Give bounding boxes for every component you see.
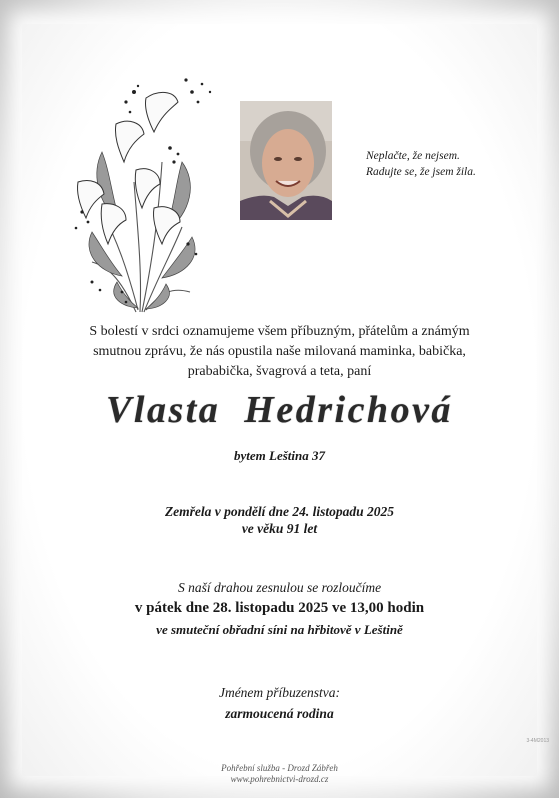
motto-line-1: Neplačte, že nejsem. [366, 150, 460, 162]
death-info [0, 503, 559, 537]
family-line-1: Jménem příbuzenstva: [218, 685, 341, 700]
age-line: ve věku 91 let [241, 521, 318, 536]
last-name: Hedrichová [244, 389, 453, 431]
motto-quote [366, 148, 536, 180]
funeral-info [0, 577, 559, 640]
motto-line-2: Radujte se, že jsem žila. [366, 166, 476, 178]
deceased-name [0, 388, 559, 432]
funeral-line-1: S naší drahou zesnulou se rozloučíme [177, 580, 382, 595]
footer-url: www.pohrebnictvi-drozd.cz [230, 774, 329, 784]
deceased-address: bytem Leština 37 [234, 448, 325, 463]
family-line-2: zarmoucená rodina [225, 706, 334, 721]
portrait-photo [240, 101, 332, 220]
death-date-line: Zemřela v pondělí dne 24. listopadu 2025 [164, 504, 395, 519]
funeral-place: ve smuteční obřadní síni na hřbitově v Leštině [156, 622, 403, 637]
footer-line-1: Pohřební služba - Drozd Zábřeh [221, 763, 338, 773]
funeral-service-footer [0, 763, 559, 785]
intro-line-3: prababička, švagrová a teta, paní [187, 364, 372, 379]
intro-line-2: smutnou zprávu, že nás opustila naše milovaná maminka, babička, [93, 344, 466, 359]
print-code: 3-4M2013 [526, 738, 549, 744]
first-name: Vlasta [106, 389, 221, 431]
funeral-date-time: v pátek dne 28. listopadu 2025 ve 13,00 hodin [134, 600, 425, 616]
family-signature [0, 682, 559, 724]
intro-line-1: S bolestí v srdci oznamujeme všem příbuzným, přátelům a známým [89, 324, 470, 339]
announcement-intro [0, 322, 559, 382]
calla-lily-bouquet-illustration [62, 62, 222, 324]
